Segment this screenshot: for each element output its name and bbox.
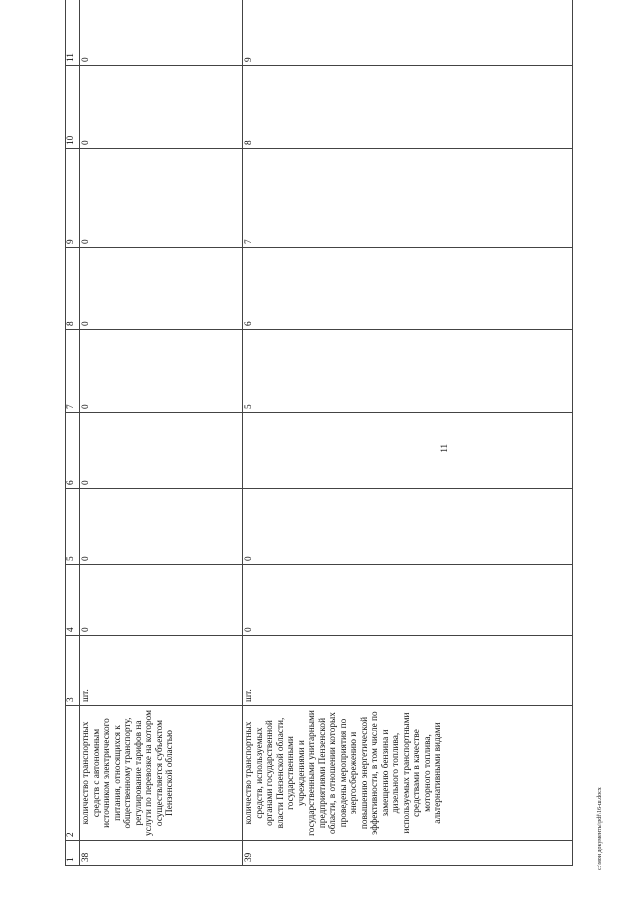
column-header: 1 (66, 841, 80, 866)
column-header: 10 (66, 66, 80, 149)
value-cell: 9 (243, 0, 573, 66)
row-number: 38 (80, 841, 243, 866)
indicator-description: количество транспортных средств с автономным источником электрического питания, относящихся к общественному транспорту, регулирование тарифов на услуги по перевозке на котором осуществляется субъектом Пензенской областью (80, 706, 243, 841)
value-cell: 0 (243, 565, 573, 636)
value-cell: 7 (243, 149, 573, 248)
value-cell: 0 (80, 149, 243, 248)
column-header: 6 (66, 413, 80, 489)
column-header: 7 (66, 330, 80, 413)
page-number: 11 (439, 444, 449, 453)
value-cell: 0 (80, 66, 243, 149)
header-row (66, 0, 80, 866)
value-cell: 0 (80, 489, 243, 565)
value-cell: 0 (243, 489, 573, 565)
value-cell: 5 (243, 330, 573, 413)
table-row (80, 0, 243, 866)
value-cell: 0 (80, 0, 243, 66)
unit-cell: шт. (243, 636, 573, 706)
column-header: 9 (66, 149, 80, 248)
column-header: 8 (66, 248, 80, 330)
file-path-footer: c:\мои документы\pdf\16-ш.docx (597, 787, 603, 870)
value-cell: 6 (243, 248, 573, 330)
row-number: 39 (243, 841, 573, 866)
unit-cell: шт. (80, 636, 243, 706)
column-header: 11 (66, 0, 80, 66)
table-row (243, 0, 573, 866)
column-header: 2 (66, 706, 80, 841)
value-cell: 0 (80, 248, 243, 330)
indicator-description: количество транспортных средств, используемых органами государственной власти Пензенской области, государственными учреждениями и государственными унитарными предприятиями Пензенской области, в отношении которых проведены мероприятия по энергосбережению и повышению энергетической эффективности, в том числе по замещению бензина и дизельного топлива, используемых транспортными средствами в качестве моторного топлива, альтернативными видами (243, 706, 573, 841)
value-cell: 8 (243, 66, 573, 149)
column-header: 4 (66, 565, 80, 636)
value-cell: 0 (80, 330, 243, 413)
rotated-table-container (65, 26, 573, 866)
value-cell: 0 (80, 565, 243, 636)
value-cell: 0 (80, 413, 243, 489)
column-header: 5 (66, 489, 80, 565)
column-header: 3 (66, 636, 80, 706)
value-cell (243, 413, 573, 489)
indicator-table (65, 0, 573, 866)
